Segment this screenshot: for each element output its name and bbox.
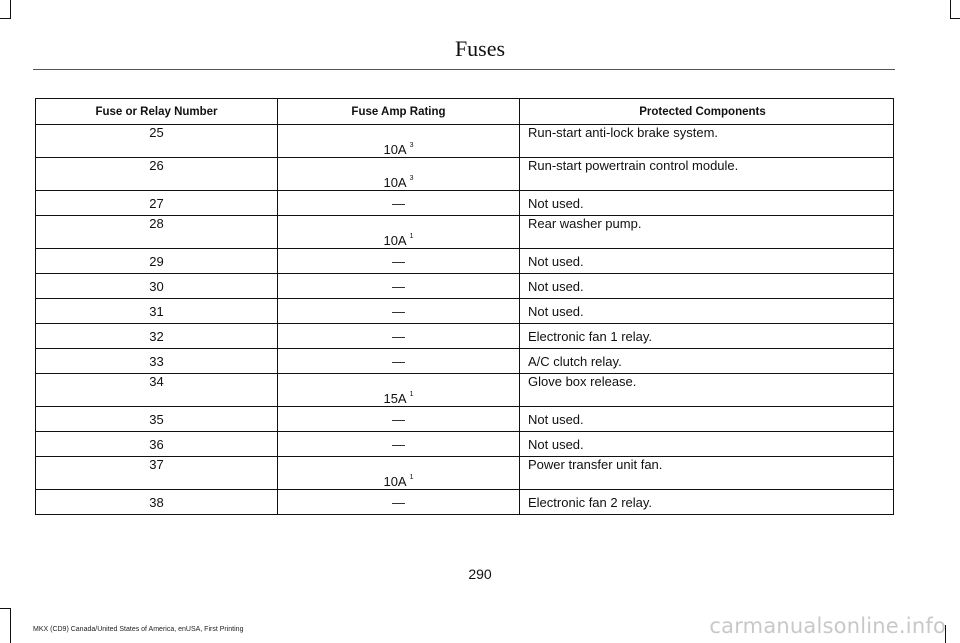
amp-rating: — bbox=[278, 299, 520, 324]
protected-component: Power transfer unit fan. bbox=[520, 457, 894, 490]
amp-rating: 15A $^1$ bbox=[278, 374, 520, 407]
fuse-table bbox=[35, 98, 894, 515]
amp-rating: 10A $^3$ bbox=[278, 158, 520, 191]
crop-mark-bottom-left-h bbox=[0, 608, 11, 609]
column-header-amp: Fuse Amp Rating bbox=[278, 99, 520, 125]
table-row bbox=[36, 457, 894, 490]
footnote-marker: 1 bbox=[409, 474, 414, 481]
crop-mark-bottom-left-v bbox=[10, 608, 11, 643]
fuse-number: 34 bbox=[36, 374, 278, 407]
amp-rating: 10A $^1$ bbox=[278, 216, 520, 249]
protected-component: Not used. bbox=[520, 407, 894, 432]
fuse-number: 25 bbox=[36, 125, 278, 158]
amp-rating: — bbox=[278, 249, 520, 274]
table-row bbox=[36, 158, 894, 191]
table-row bbox=[36, 249, 894, 274]
fuse-number: 27 bbox=[36, 191, 278, 216]
fuse-number: 26 bbox=[36, 158, 278, 191]
fuse-number: 37 bbox=[36, 457, 278, 490]
fuse-number: 32 bbox=[36, 324, 278, 349]
fuse-number: 38 bbox=[36, 490, 278, 515]
table-row bbox=[36, 299, 894, 324]
amp-rating: 10A $^3$ bbox=[278, 125, 520, 158]
fuse-number: 28 bbox=[36, 216, 278, 249]
amp-rating: — bbox=[278, 490, 520, 515]
amp-rating: — bbox=[278, 191, 520, 216]
protected-component: Electronic fan 2 relay. bbox=[520, 490, 894, 515]
protected-component: Not used. bbox=[520, 191, 894, 216]
protected-component: Run-start anti-lock brake system. bbox=[520, 125, 894, 158]
header-divider bbox=[33, 69, 895, 70]
crop-mark-top-left-h bbox=[0, 18, 11, 19]
footer-text: MKX (CD9) Canada/United States of America, enUSA, First Printing bbox=[33, 626, 244, 633]
page-number: 290 bbox=[468, 566, 492, 582]
table-row bbox=[36, 374, 894, 407]
table-row bbox=[36, 216, 894, 249]
page-title: Fuses bbox=[454, 36, 506, 61]
protected-component: Electronic fan 1 relay. bbox=[520, 324, 894, 349]
watermark: carmanualsonline.info bbox=[709, 614, 946, 638]
table-row bbox=[36, 490, 894, 515]
amp-rating: — bbox=[278, 432, 520, 457]
protected-component: Not used. bbox=[520, 274, 894, 299]
fuse-number: 36 bbox=[36, 432, 278, 457]
table-row bbox=[36, 407, 894, 432]
table-row bbox=[36, 432, 894, 457]
table-row bbox=[36, 324, 894, 349]
protected-component: Rear washer pump. bbox=[520, 216, 894, 249]
crop-mark-top-left-v bbox=[10, 0, 11, 18]
fuse-number: 29 bbox=[36, 249, 278, 274]
fuse-number: 30 bbox=[36, 274, 278, 299]
footnote-marker: 1 bbox=[409, 233, 414, 240]
table-row bbox=[36, 191, 894, 216]
amp-rating: — bbox=[278, 407, 520, 432]
fuse-number: 35 bbox=[36, 407, 278, 432]
crop-mark-top-right-h bbox=[950, 18, 960, 19]
protected-component: Run-start powertrain control module. bbox=[520, 158, 894, 191]
protected-component: Glove box release. bbox=[520, 374, 894, 407]
amp-rating: 10A $^1$ bbox=[278, 457, 520, 490]
table-row bbox=[36, 349, 894, 374]
crop-mark-top-right-v bbox=[950, 0, 951, 18]
amp-rating: — bbox=[278, 324, 520, 349]
protected-component: Not used. bbox=[520, 432, 894, 457]
protected-component: A/C clutch relay. bbox=[520, 349, 894, 374]
table-row bbox=[36, 125, 894, 158]
fuse-number: 33 bbox=[36, 349, 278, 374]
footnote-marker: 3 bbox=[409, 175, 414, 182]
column-header-number: Fuse or Relay Number bbox=[36, 99, 278, 125]
amp-rating: — bbox=[278, 349, 520, 374]
table-header-row bbox=[36, 99, 894, 125]
protected-component: Not used. bbox=[520, 299, 894, 324]
footnote-marker: 1 bbox=[409, 391, 414, 398]
footnote-marker: 3 bbox=[409, 142, 414, 149]
fuse-number: 31 bbox=[36, 299, 278, 324]
protected-component: Not used. bbox=[520, 249, 894, 274]
amp-rating: — bbox=[278, 274, 520, 299]
column-header-components: Protected Components bbox=[520, 99, 894, 125]
table-row bbox=[36, 274, 894, 299]
